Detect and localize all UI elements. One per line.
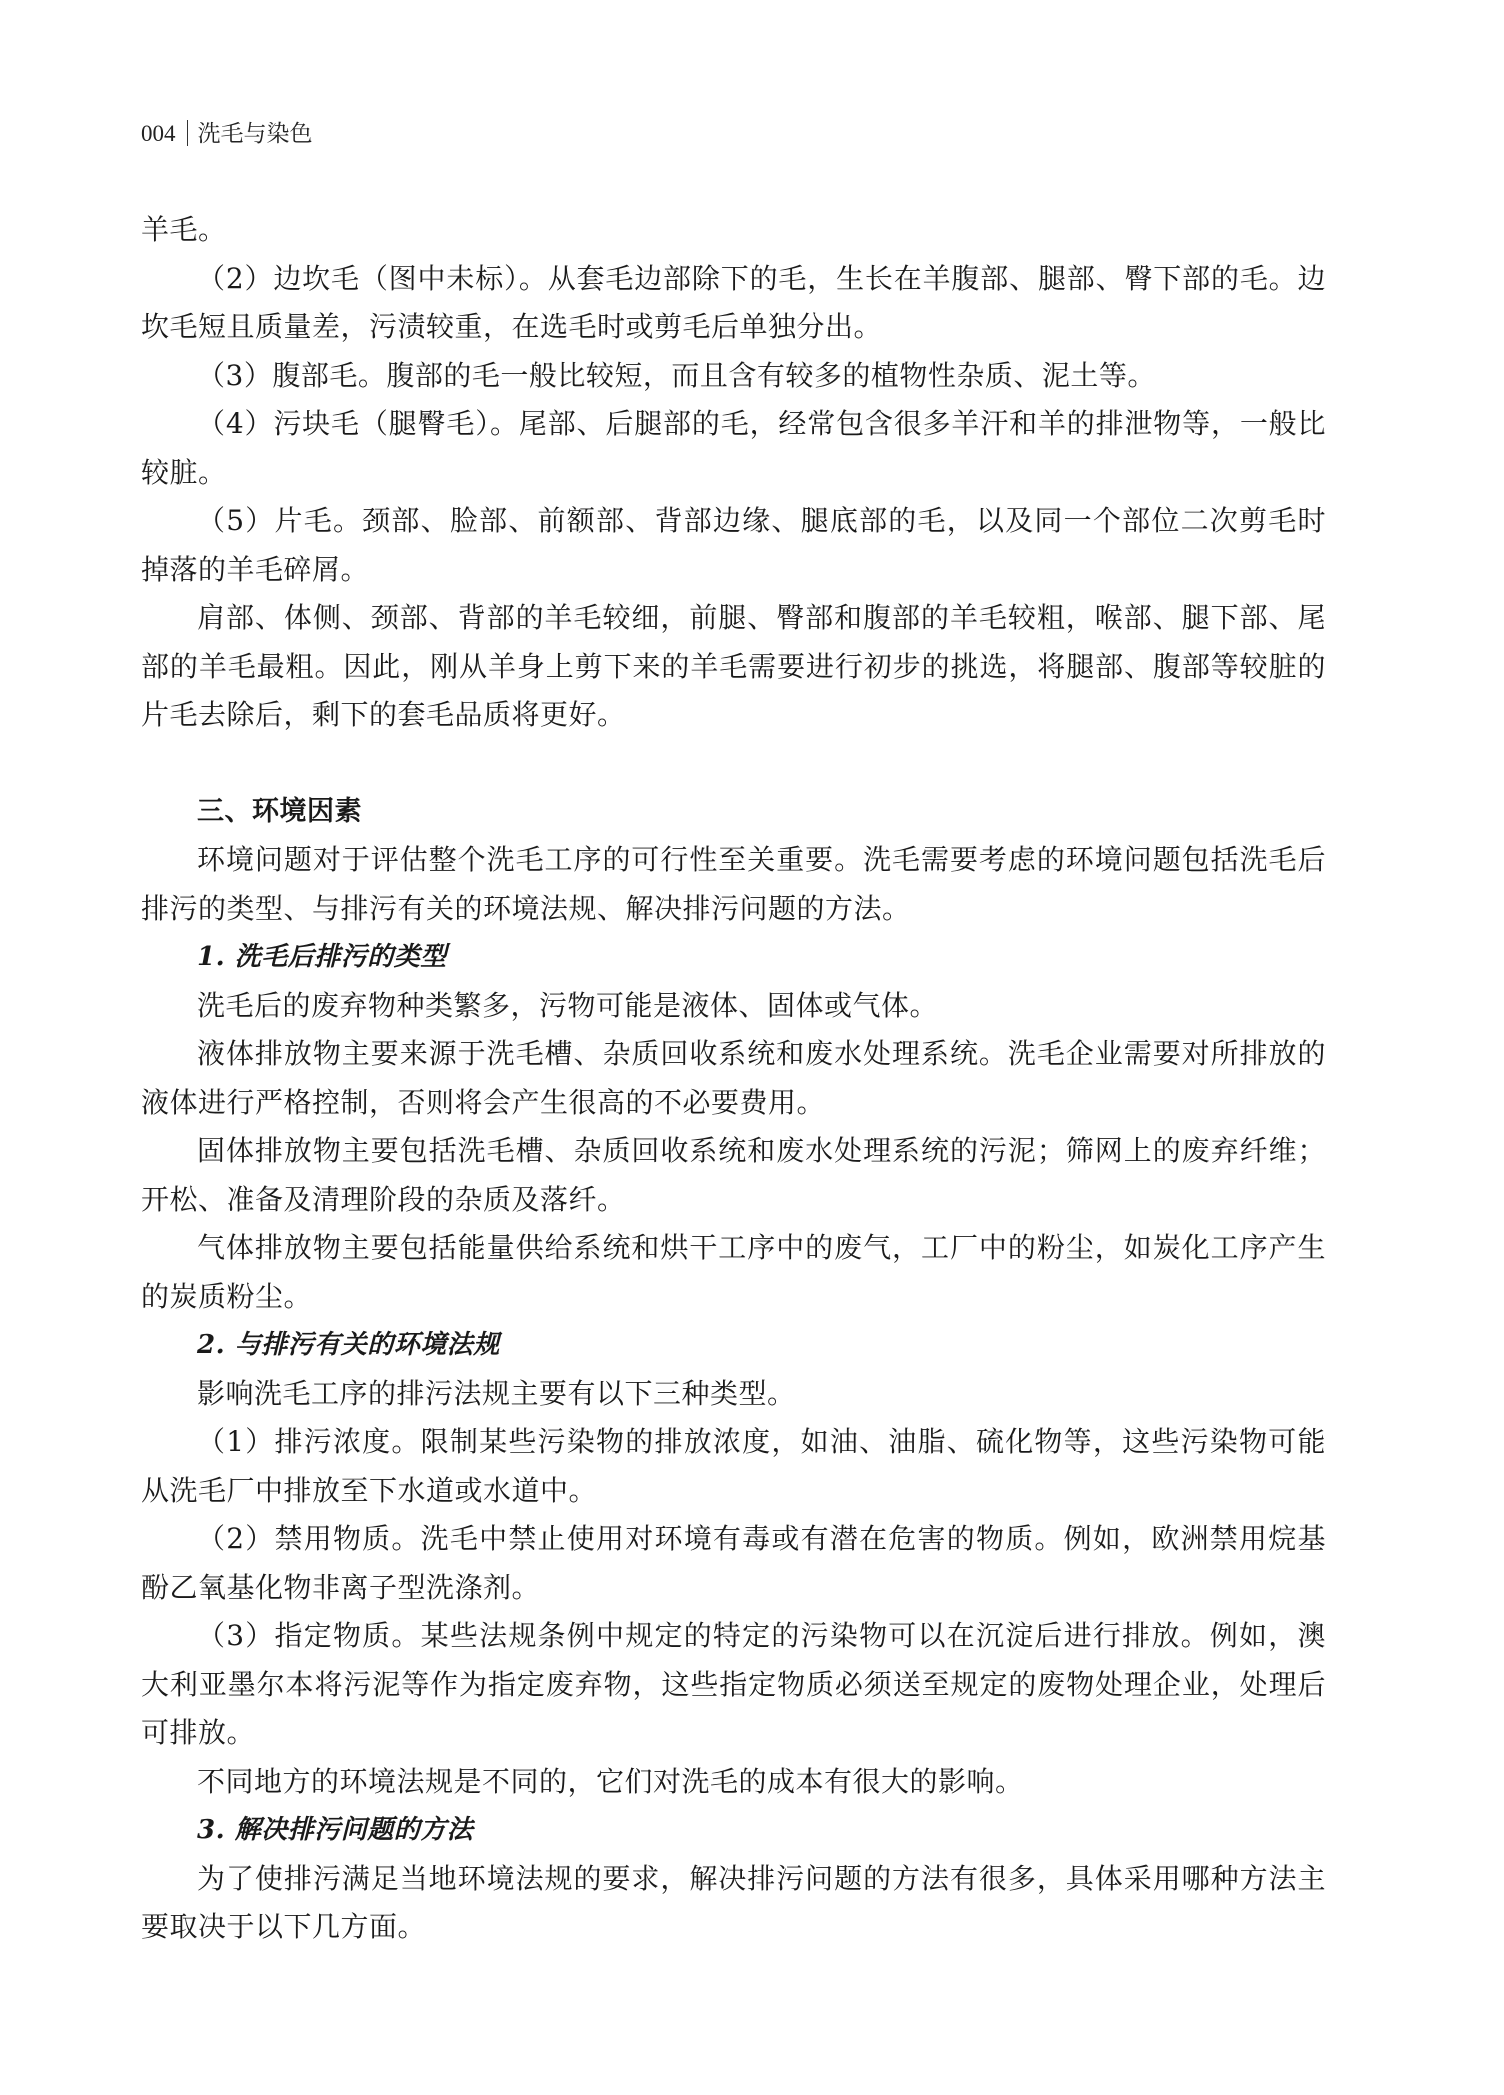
paragraph: 液体排放物主要来源于洗毛槽、杂质回收系统和废水处理系统。洗毛企业需要对所排放的液体进行严格控制，否则将会产生很高的不必要费用。: [141, 1037, 1326, 1119]
paragraph: （3）指定物质。某些法规条例中规定的特定的污染物可以在沉淀后进行排放。例如，澳大利亚墨尔本将污泥等作为指定废弃物，这些指定物质必须送至规定的废物处理企业，处理后可排放。: [141, 1619, 1326, 1749]
book-title: 洗毛与染色: [197, 121, 313, 147]
page-number: 004: [141, 121, 176, 146]
paragraph: （1）排污浓度。限制某些污染物的排放浓度，如油、油脂、硫化物等，这些污染物可能从洗毛厂中排放至下水道或水道中。: [141, 1425, 1326, 1507]
paragraph: 影响洗毛工序的排污法规主要有以下三种类型。: [197, 1376, 796, 1410]
section-heading: 三、环境因素: [197, 795, 362, 827]
paragraph: （5）片毛。颈部、脸部、前额部、背部边缘、腿底部的毛，以及同一个部位二次剪毛时掉落的羊毛碎屑。: [141, 504, 1326, 586]
paragraph: 羊毛。: [141, 213, 227, 246]
running-header: [141, 118, 313, 150]
subsection-heading: 1. 洗毛后排污的类型: [197, 942, 447, 972]
paragraph: （2）禁用物质。洗毛中禁止使用对环境有毒或有潜在危害的物质。例如，欧洲禁用烷基酚乙氧基化物非离子型洗涤剂。: [141, 1522, 1326, 1604]
paragraph: 洗毛后的废弃物种类繁多，污物可能是液体、固体或气体。: [197, 988, 939, 1022]
paragraph: 固体排放物主要包括洗毛槽、杂质回收系统和废水处理系统的污泥；筛网上的废弃纤维；开松、准备及清理阶段的杂质及落纤。: [141, 1134, 1326, 1216]
paragraph: 环境问题对于评估整个洗毛工序的可行性至关重要。洗毛需要考虑的环境问题包括洗毛后排污的类型、与排污有关的环境法规、解决排污问题的方法。: [141, 843, 1326, 925]
paragraph: （2）边坎毛（图中未标）。从套毛边部除下的毛，生长在羊腹部、腿部、臀下部的毛。边坎毛短且质量差，污渍较重，在选毛时或剪毛后单独分出。: [141, 261, 1326, 343]
paragraph: 不同地方的环境法规是不同的，它们对洗毛的成本有很大的影响。: [197, 1764, 1024, 1798]
paragraph: （3）腹部毛。腹部的毛一般比较短，而且含有较多的植物性杂质、泥土等。: [197, 358, 1156, 392]
paragraph: 为了使排污满足当地环境法规的要求，解决排污问题的方法有很多，具体采用哪种方法主要取决于以下几方面。: [141, 1861, 1326, 1943]
header-divider: [187, 120, 188, 146]
paragraph: 肩部、体侧、颈部、背部的羊毛较细，前腿、臀部和腹部的羊毛较粗，喉部、腿下部、尾部的羊毛最粗。因此，刚从羊身上剪下来的羊毛需要进行初步的挑选，将腿部、腹部等较脏的片毛去除后，剩下的套毛品质将更好。: [141, 601, 1326, 731]
subsection-heading: 3. 解决排污问题的方法: [197, 1815, 474, 1845]
body-text: [141, 206, 1326, 1952]
subsection-heading: 2. 与排污有关的环境法规: [197, 1330, 500, 1360]
paragraph: （4）污块毛（腿臀毛）。尾部、后腿部的毛，经常包含很多羊汗和羊的排泄物等，一般比较脏。: [141, 407, 1326, 489]
paragraph: 气体排放物主要包括能量供给系统和烘干工序中的废气，工厂中的粉尘，如炭化工序产生的炭质粉尘。: [141, 1231, 1326, 1313]
